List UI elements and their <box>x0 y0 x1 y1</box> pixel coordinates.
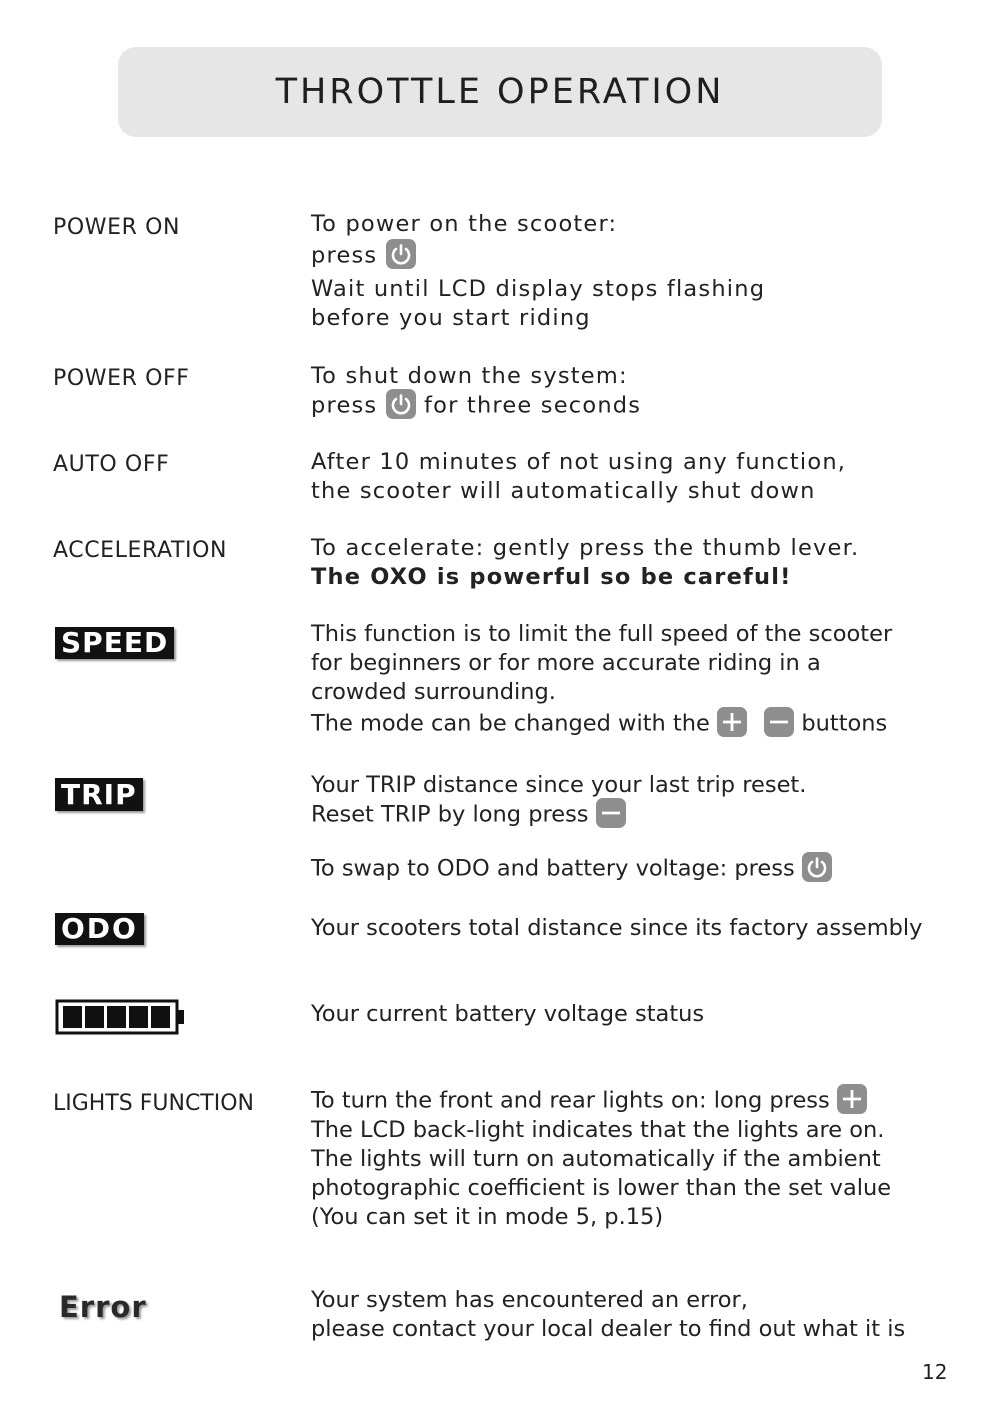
power-on-text <box>311 210 765 333</box>
power-icon <box>386 389 416 419</box>
battery-line-1: Your current battery voltage status <box>311 1001 705 1027</box>
battery-text <box>311 1000 704 1029</box>
odo-badge: ODO <box>55 913 144 945</box>
auto-off-text <box>311 448 846 506</box>
speed-badge: SPEED <box>55 627 174 659</box>
auto-off-line-1: After 10 minutes of not using any function, <box>311 449 847 475</box>
auto-off-line-2: the scooter will automatically shut down <box>311 478 816 504</box>
title-banner <box>118 47 882 137</box>
trip-line-1: Your TRIP distance since your last trip reset. <box>311 772 807 798</box>
lights-line-1 <box>311 1086 891 1116</box>
speed-line-2: for beginners or for more accurate riding in a <box>311 650 821 676</box>
error-line-1: Your system has encountered an error, <box>311 1287 748 1313</box>
trip-line-2 <box>311 800 832 830</box>
trip-line-3 <box>311 854 832 884</box>
power-on-label: POWER ON <box>53 215 181 240</box>
minus-icon <box>764 707 794 737</box>
error-line-2: please contact your local dealer to find out what it is <box>311 1316 906 1342</box>
speed-buttons-text: buttons <box>801 710 888 737</box>
speed-line-3: crowded surrounding. <box>311 679 556 705</box>
acceleration-warning: The OXO is powerful so be careful! <box>311 564 792 590</box>
lights-line-5: (You can set it in mode 5, p.15) <box>311 1204 664 1230</box>
speed-text <box>311 620 892 739</box>
page-number: 12 <box>922 1360 948 1384</box>
acceleration-label: ACCELERATION <box>53 538 228 563</box>
error-indicator: Error <box>59 1290 147 1324</box>
error-text <box>311 1286 905 1344</box>
power-on-line-4: before you start riding <box>311 305 591 331</box>
page-title: THROTTLE OPERATION <box>275 72 725 112</box>
trip-badge: TRIP <box>55 778 143 811</box>
speed-mode-text: The mode can be changed with the <box>311 710 710 737</box>
lights-function-label: LIGHTS FUNCTION <box>53 1091 255 1116</box>
power-on-line-2 <box>311 241 765 271</box>
power-icon <box>802 852 832 882</box>
trip-reset-text: Reset TRIP by long press <box>311 801 589 828</box>
acceleration-line-1: To accelerate: gently press the thumb lever. <box>311 535 860 561</box>
odo-text <box>311 914 922 943</box>
power-off-label: POWER OFF <box>53 366 190 391</box>
speed-line-4 <box>311 709 892 739</box>
battery-full-icon <box>55 999 185 1039</box>
lights-line-3: The lights will turn on automatically if the ambient <box>311 1146 881 1172</box>
odo-line-1: Your scooters total distance since its factory assembly <box>311 915 923 941</box>
acceleration-text <box>311 534 859 592</box>
trip-text <box>311 771 832 884</box>
power-off-duration-text: for three seconds <box>424 392 642 419</box>
plus-icon <box>837 1084 867 1114</box>
power-on-line-3: Wait until LCD display stops flashing <box>311 276 766 302</box>
lights-line-2: The LCD back-light indicates that the lights are on. <box>311 1117 885 1143</box>
lights-text <box>311 1086 891 1232</box>
power-off-press-text: press <box>311 392 378 419</box>
power-on-line-1: To power on the scooter: <box>311 211 618 237</box>
auto-off-label: AUTO OFF <box>53 452 170 477</box>
power-icon <box>386 239 416 269</box>
minus-icon <box>596 798 626 828</box>
lights-line-4: photographic coefficient is lower than the set value <box>311 1175 892 1201</box>
power-off-line-1: To shut down the system: <box>311 363 628 389</box>
speed-line-1: This function is to limit the full speed of the scooter <box>311 621 893 647</box>
power-on-press-text: press <box>311 242 378 269</box>
lights-turn-on-text: To turn the front and rear lights on: long press <box>311 1087 830 1114</box>
trip-swap-text: To swap to ODO and battery voltage: press <box>311 855 795 882</box>
power-off-line-2 <box>311 391 641 421</box>
plus-icon <box>717 707 747 737</box>
power-off-text <box>311 362 641 421</box>
